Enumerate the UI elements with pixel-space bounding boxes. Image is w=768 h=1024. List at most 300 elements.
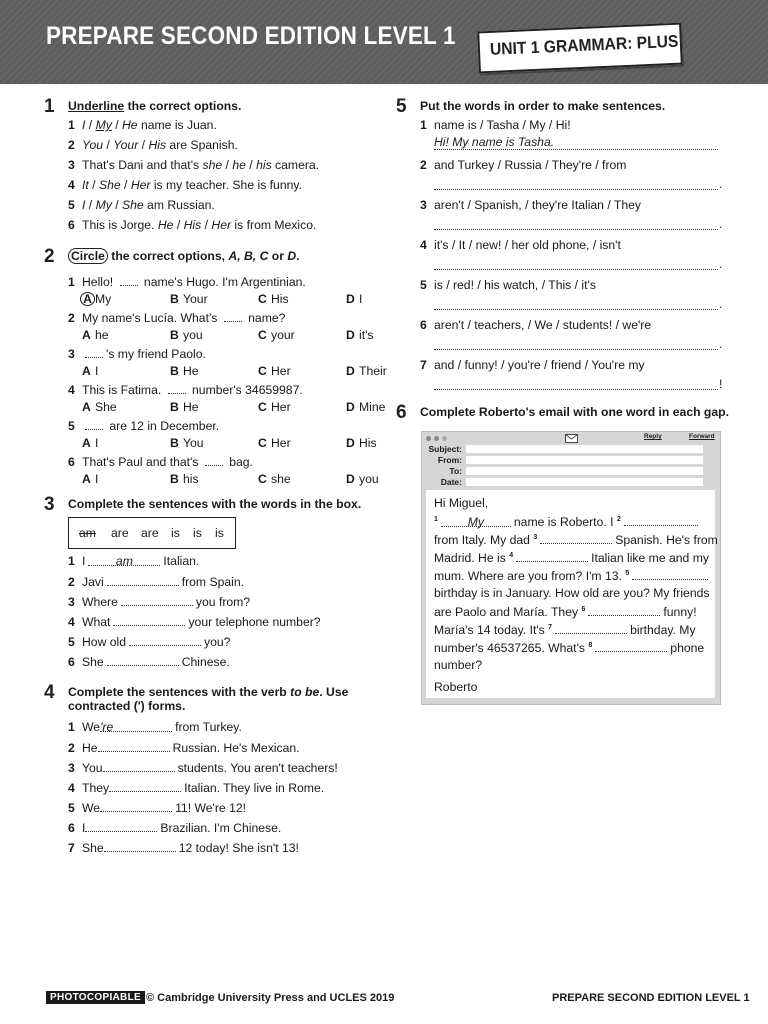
unit-label: UNIT 1 GRAMMAR: PLUS [489, 31, 679, 59]
footer-title: PREPARE SECOND EDITION LEVEL 1 [552, 992, 750, 1004]
photocopiable-badge: PHOTOCOPIABLE [46, 991, 145, 1004]
exercise-item [68, 654, 230, 669]
line-end-punctuation: . [719, 217, 723, 231]
option-text: it's [359, 328, 374, 342]
option-letter: C [258, 292, 267, 306]
window-dot-icon [434, 436, 439, 441]
gap-blank [205, 454, 223, 466]
line-end-punctuation: . [719, 257, 723, 271]
item-text: from Spain. [181, 575, 245, 589]
gap-blank [107, 574, 179, 586]
box-word: is [171, 526, 180, 540]
option-text: He [183, 364, 199, 378]
email-line-9: number? [434, 658, 483, 672]
item-text: She [82, 841, 104, 855]
answer-option [82, 400, 170, 414]
option-letter: B [170, 328, 179, 342]
answer-option [258, 436, 346, 450]
item-text: My name's Lucía. What's [82, 311, 221, 325]
exercise-item [68, 840, 299, 855]
item-number: 6 [68, 455, 75, 469]
item-text: name is / Tasha / My / Hi! [434, 118, 571, 132]
item-number: 2 [68, 575, 75, 589]
gap-blank [129, 634, 201, 646]
answer-options [82, 364, 434, 378]
page-title: PREPARE SECOND EDITION LEVEL 1 [46, 22, 456, 50]
item-number: 1 [420, 118, 427, 132]
option-separator: / [111, 198, 122, 212]
item-number: 5 [68, 635, 75, 649]
email-text: María's 14 today. It's [434, 623, 545, 637]
reply-link[interactable]: Reply [644, 433, 662, 440]
item-text: bag. [225, 455, 253, 469]
box-word: is [215, 526, 224, 540]
circled-letter: A [80, 292, 95, 306]
option-text: Her [271, 364, 291, 378]
option-letter: A [82, 364, 91, 378]
item-option: He [121, 118, 138, 132]
answer-option [258, 292, 346, 306]
item-text: am Russian. [143, 198, 215, 212]
answer-line [434, 256, 718, 270]
gap-blank [121, 594, 193, 606]
exercise-item [68, 418, 219, 433]
item-text: We [82, 720, 101, 734]
item-option: she [202, 158, 223, 172]
answer-options [82, 400, 434, 414]
line-end-punctuation: . [719, 297, 723, 311]
item-text: That's Paul and that's [82, 455, 202, 469]
item-text: I [82, 821, 86, 835]
gap-number: 2 [616, 515, 621, 523]
instruction-verb: to be [290, 685, 320, 699]
option-separator: / [111, 118, 122, 132]
option-separator: / [138, 138, 149, 152]
exercise-item [68, 138, 238, 152]
gap-blank [540, 532, 612, 544]
option-text: she [271, 472, 291, 486]
exercise-item [68, 454, 253, 469]
item-text: and Turkey / Russia / They're / from [434, 158, 627, 172]
item-number: 1 [68, 118, 75, 132]
item-number: 4 [68, 178, 75, 192]
answer-option [346, 292, 434, 306]
option-text: Her [271, 436, 291, 450]
item-text: She [82, 655, 104, 669]
option-letter: B [170, 436, 179, 450]
item-option: Your [113, 138, 139, 152]
item-option: I [82, 198, 86, 212]
item-text: is / red! / his watch, / This / it's [434, 278, 596, 292]
email-text: from Italy. My dad [434, 533, 530, 547]
item-number: 1 [68, 275, 75, 289]
item-number: 4 [68, 781, 75, 795]
option-text: She [95, 400, 117, 414]
copyright-text: © Cambridge University Press and UCLES 2019 [146, 992, 395, 1004]
line-end-punctuation: . [719, 337, 723, 351]
email-line-2 [434, 532, 718, 547]
item-text: are Spanish. [166, 138, 238, 152]
answer-option [82, 436, 170, 450]
item-option: My [95, 198, 112, 212]
option-letter: C [258, 400, 267, 414]
answer-option [170, 292, 258, 306]
answer-options [82, 436, 434, 450]
gap-blank [100, 800, 172, 812]
option-text: You [183, 436, 204, 450]
exercise-item [420, 238, 621, 252]
item-text: 's my friend Paolo. [106, 347, 206, 361]
option-separator: / [120, 178, 131, 192]
envelope-icon [565, 434, 578, 443]
exercise-item [68, 178, 302, 192]
answer-line [434, 376, 718, 390]
item-option: It [82, 178, 89, 192]
item-text: Russian. He's Mexican. [172, 741, 300, 755]
instruction-letter-d: D [287, 249, 297, 263]
item-option: My [95, 118, 112, 132]
option-separator: / [85, 198, 96, 212]
exercise-item [420, 158, 626, 172]
exercise-item [68, 720, 242, 734]
gap-number: 3 [533, 533, 538, 541]
email-line-6 [434, 604, 697, 619]
box-word: are [111, 526, 129, 540]
exercise-item [68, 820, 281, 835]
option-text: My [95, 292, 112, 306]
exercise-item [68, 760, 338, 775]
gap-number: 5 [625, 569, 630, 577]
exercise-item [68, 594, 250, 609]
item-text: and / funny! / you're / friend / You're my [434, 358, 645, 372]
item-text: Italian. [163, 554, 200, 568]
email-line-5: birthday is in January. How old are you? My friends [434, 586, 710, 600]
option-text: He [183, 400, 199, 414]
gap-number: 8 [588, 641, 593, 649]
exercise-number: 5 [396, 96, 407, 117]
email-text: name is Roberto. I [513, 515, 614, 529]
option-letter: D [346, 292, 355, 306]
item-number: 3 [68, 158, 75, 172]
item-text: How old [82, 635, 127, 649]
exercise-item [68, 382, 303, 397]
item-text: Italian. They live in Rome. [184, 781, 325, 795]
item-number: 2 [68, 138, 75, 152]
exercise-instruction-line-2: contracted (') forms. [68, 699, 186, 713]
item-number: 3 [68, 761, 75, 775]
item-text: Hello! [82, 275, 117, 289]
option-text: I [95, 472, 99, 486]
word-box [68, 517, 236, 549]
instruction-or: or [268, 249, 288, 263]
box-word: is [193, 526, 202, 540]
exercise-instruction [68, 685, 348, 699]
exercise-item [68, 634, 230, 649]
email-body [426, 490, 718, 698]
item-number: 3 [68, 595, 75, 609]
option-text: Mine [359, 400, 386, 414]
instruction-text: Complete the sentences with the verb [68, 685, 291, 699]
subject-field [466, 445, 703, 453]
exercise-item [68, 554, 199, 568]
item-text: 12 today! She isn't 13! [178, 841, 299, 855]
email-text: phone [670, 641, 705, 655]
answer-options [82, 292, 434, 306]
answer-option [170, 436, 258, 450]
item-number: 5 [68, 419, 75, 433]
item-number: 7 [68, 841, 75, 855]
item-number: 4 [68, 615, 75, 629]
item-option: Her [211, 218, 232, 232]
gap-blank [104, 840, 176, 852]
email-line-8 [434, 640, 704, 655]
exercise-item [420, 278, 596, 292]
option-letter: C [258, 364, 267, 378]
item-number: 2 [68, 311, 75, 325]
option-text: I [95, 364, 99, 378]
item-text: What [82, 615, 111, 629]
option-text: he [95, 328, 109, 342]
answer-option [82, 472, 170, 486]
item-option: She [121, 198, 144, 212]
instruction-underline-word: Underline [68, 99, 125, 113]
email-text: Spanish. He's from [615, 533, 718, 547]
box-word: am [79, 526, 96, 540]
item-option: She [98, 178, 121, 192]
option-letter: B [170, 472, 179, 486]
exercise-item [68, 218, 316, 232]
option-letter: A [82, 328, 91, 342]
exercise-item [420, 318, 651, 332]
window-dot-icon [442, 436, 447, 441]
option-separator: / [222, 158, 233, 172]
option-text: Her [271, 400, 291, 414]
item-number: 4 [420, 238, 427, 252]
gap-blank [624, 514, 698, 526]
option-letter: C [258, 472, 267, 486]
email-line-4 [434, 568, 711, 583]
option-text: Their [359, 364, 387, 378]
line-end-punctuation: . [719, 177, 723, 191]
date-field [466, 478, 703, 486]
item-number: 4 [68, 383, 75, 397]
answer-option [170, 364, 258, 378]
option-letter: A [82, 400, 91, 414]
answer-line [434, 216, 718, 230]
exercise-item [68, 198, 215, 212]
gap-blank [107, 654, 179, 666]
item-number: 1 [68, 554, 75, 568]
item-text: You [82, 761, 103, 775]
gap-blank [113, 614, 185, 626]
item-number: 2 [68, 741, 75, 755]
option-letter: D [346, 328, 355, 342]
subject-label: Subject: [428, 444, 462, 454]
gap-blank: am [88, 554, 160, 566]
exercise-item [68, 274, 306, 289]
option-text: His [271, 292, 289, 306]
item-number: 6 [420, 318, 427, 332]
exercise-item [68, 800, 246, 815]
email-text: number's 46537265. What's [434, 641, 585, 655]
item-text: Where [82, 595, 118, 609]
item-number: 7 [420, 358, 427, 372]
item-text: name's Hugo. I'm Argentinian. [140, 275, 306, 289]
answer-option [170, 400, 258, 414]
exercise-number: 6 [396, 402, 407, 423]
item-number: 5 [68, 198, 75, 212]
gap-blank [85, 346, 103, 358]
item-option: he [232, 158, 246, 172]
item-number: 3 [68, 347, 75, 361]
item-option: You [82, 138, 104, 152]
instruction-text: the correct options. [124, 99, 242, 113]
item-number: 5 [420, 278, 427, 292]
email-line-3 [434, 550, 709, 565]
gap-number: 1 [434, 515, 438, 523]
item-text: I [82, 554, 86, 568]
option-separator: / [173, 218, 184, 232]
instruction-text: the correct options, [107, 249, 229, 263]
item-number: 1 [68, 720, 75, 734]
item-number: 6 [68, 655, 75, 669]
option-separator: / [85, 118, 96, 132]
option-letter: B [170, 400, 179, 414]
option-separator: / [88, 178, 99, 192]
answer-line [434, 336, 718, 350]
option-letter: C [258, 328, 267, 342]
item-option: His [183, 218, 202, 232]
answer-line [434, 296, 718, 310]
email-text: mum. Where are you from? I'm 13. [434, 569, 622, 583]
item-option: I [82, 118, 86, 132]
answer-option [258, 328, 346, 342]
example-answer: Hi! My name is Tasha. [434, 135, 555, 149]
date-label: Date: [440, 477, 462, 487]
exercise-item [68, 780, 324, 795]
email-toolbar [422, 432, 720, 444]
exercise-item [68, 740, 300, 755]
forward-link[interactable]: Forward [689, 433, 715, 440]
gap-blank [103, 760, 175, 772]
unit-label-box [477, 23, 683, 74]
item-text: your telephone number? [188, 615, 321, 629]
exercise-item [68, 574, 244, 589]
instruction-letters: A, B, C [228, 249, 269, 263]
exercise-instruction: Put the words in order to make sentences. [420, 99, 666, 113]
answer-option [258, 400, 346, 414]
page-header [0, 0, 768, 84]
window-dot-icon [426, 436, 431, 441]
gap-blank [224, 310, 242, 322]
exercise-item [68, 346, 206, 361]
gap-blank [595, 640, 667, 652]
line-end-punctuation: ! [719, 377, 723, 391]
option-text: you [183, 328, 203, 342]
item-number: 3 [420, 198, 427, 212]
option-text: your [271, 328, 295, 342]
item-text: This is Fatima. [82, 383, 165, 397]
option-separator: / [201, 218, 212, 232]
item-text: you from? [195, 595, 251, 609]
gap-blank [120, 274, 138, 286]
gap-blank [632, 568, 708, 580]
answer-option [82, 364, 170, 378]
instruction-text-end: . Use [319, 685, 349, 699]
item-number: 6 [68, 821, 75, 835]
email-window [421, 431, 721, 705]
option-letter: A [82, 436, 91, 450]
item-text: camera. [271, 158, 320, 172]
email-line-7 [434, 622, 696, 637]
item-text: are 12 in December. [106, 419, 220, 433]
answer-line [434, 176, 718, 190]
email-text: birthday. My [630, 623, 696, 637]
gap-blank [168, 382, 186, 394]
item-number: 6 [68, 218, 75, 232]
item-text: He [82, 741, 98, 755]
item-text: aren't / teachers, / We / students! / we're [434, 318, 652, 332]
item-text: name is Juan. [137, 118, 217, 132]
answer-option [82, 328, 170, 342]
gap-blank [85, 418, 103, 430]
email-signature: Roberto [434, 680, 478, 694]
option-letter: B [170, 364, 179, 378]
exercise-number: 2 [44, 246, 55, 267]
exercise-item [420, 358, 645, 372]
option-text: his [183, 472, 199, 486]
box-word: are [141, 526, 159, 540]
option-text: I [95, 436, 99, 450]
item-text: name? [244, 311, 286, 325]
option-text: I [359, 292, 363, 306]
item-option: his [256, 158, 272, 172]
answer-options [82, 328, 434, 342]
to-field [466, 467, 703, 475]
gap-blank: 're [100, 720, 172, 732]
option-letter: D [346, 472, 355, 486]
answer-option [170, 328, 258, 342]
item-text: Javi [82, 575, 104, 589]
from-field [466, 456, 703, 464]
item-option: He [157, 218, 174, 232]
option-letter: D [346, 400, 355, 414]
gap-blank [109, 780, 181, 792]
gap-number: 4 [509, 551, 514, 559]
exercise-item [420, 198, 641, 212]
instruction-end: . [296, 249, 300, 263]
exercise-instruction: Complete Roberto's email with one word in each gap. [420, 405, 729, 419]
email-text: Italian like me and my [591, 551, 709, 565]
email-text: funny! [663, 605, 697, 619]
item-text: aren't / Spanish, / they're Italian / They [434, 198, 641, 212]
item-text: students. You aren't teachers! [177, 761, 338, 775]
option-letter: A [82, 472, 91, 486]
item-text: you? [204, 635, 231, 649]
answer-option [258, 364, 346, 378]
to-label: To: [449, 466, 462, 476]
exercise-instruction: Complete the sentences with the words in the box. [68, 497, 362, 511]
exercise-item [68, 118, 217, 132]
option-letter: C [258, 436, 267, 450]
item-number: 5 [68, 801, 75, 815]
option-text: His [359, 436, 377, 450]
item-text: They [82, 781, 110, 795]
answer-option [258, 472, 346, 486]
exercise-number: 3 [44, 494, 55, 515]
exercise-item [68, 158, 319, 172]
from-label: From: [437, 455, 462, 465]
